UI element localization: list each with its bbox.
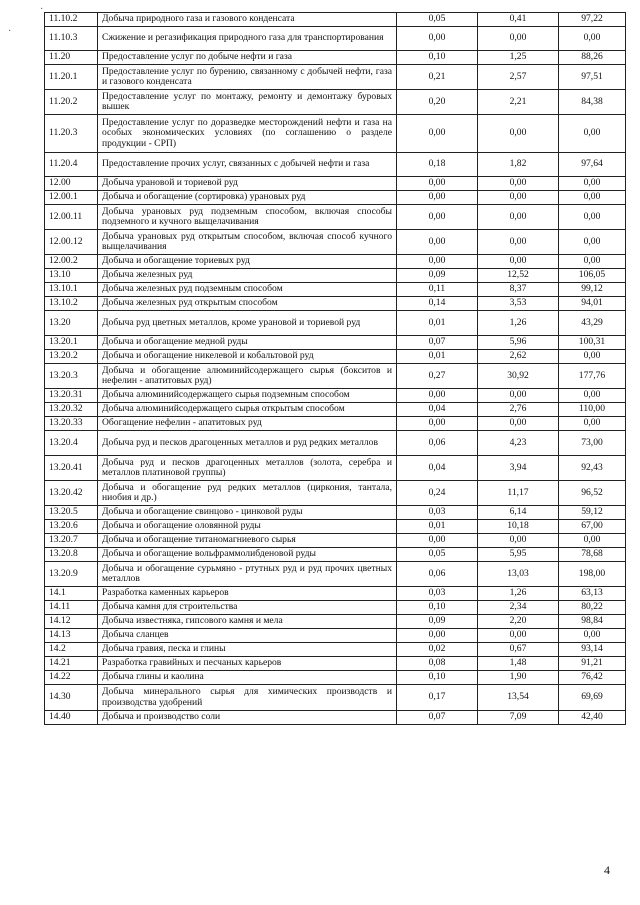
row-code: 12.00.12 bbox=[45, 230, 98, 255]
row-value-1: 0,04 bbox=[397, 456, 478, 481]
table-row bbox=[45, 90, 626, 115]
row-name: Добыча железных руд открытым способом bbox=[98, 297, 397, 311]
row-value-1: 0,04 bbox=[397, 403, 478, 417]
table-row bbox=[45, 205, 626, 230]
row-value-3: 110,00 bbox=[559, 403, 626, 417]
row-value-3: 88,26 bbox=[559, 51, 626, 65]
row-value-1: 0,24 bbox=[397, 481, 478, 506]
row-value-2: 13,54 bbox=[478, 685, 559, 711]
row-name: Добыча урановой и ториевой руд bbox=[98, 177, 397, 191]
table-row bbox=[45, 456, 626, 481]
row-value-1: 0,01 bbox=[397, 350, 478, 364]
row-name: Добыча железных руд подземным способом bbox=[98, 283, 397, 297]
table-row bbox=[45, 643, 626, 657]
scan-speck: · bbox=[8, 26, 12, 37]
row-value-3: 0,00 bbox=[559, 27, 626, 51]
row-name: Добыча руд и песков драгоценных металлов (золота, серебра и металлов платиновой группы) bbox=[98, 456, 397, 481]
row-value-1: 0,18 bbox=[397, 153, 478, 177]
row-value-3: 93,14 bbox=[559, 643, 626, 657]
row-value-1: 0,10 bbox=[397, 51, 478, 65]
row-code: 11.20 bbox=[45, 51, 98, 65]
row-code: 13.20.41 bbox=[45, 456, 98, 481]
table-row bbox=[45, 431, 626, 456]
row-value-2: 1,26 bbox=[478, 587, 559, 601]
row-value-2: 1,48 bbox=[478, 657, 559, 671]
row-code: 11.20.1 bbox=[45, 65, 98, 90]
row-name: Добыча и обогащение (сортировка) урановых руд bbox=[98, 191, 397, 205]
row-value-1: 0,05 bbox=[397, 548, 478, 562]
row-value-2: 11,17 bbox=[478, 481, 559, 506]
row-code: 13.10 bbox=[45, 269, 98, 283]
row-value-2: 5,95 bbox=[478, 548, 559, 562]
row-value-1: 0,11 bbox=[397, 283, 478, 297]
row-name: Разработка гравийных и песчаных карьеров bbox=[98, 657, 397, 671]
row-value-2: 2,57 bbox=[478, 65, 559, 90]
row-value-2: 2,20 bbox=[478, 615, 559, 629]
row-value-3: 0,00 bbox=[559, 191, 626, 205]
row-value-3: 0,00 bbox=[559, 350, 626, 364]
row-name: Разработка каменных карьеров bbox=[98, 587, 397, 601]
row-value-3: 0,00 bbox=[559, 534, 626, 548]
row-value-2: 0,00 bbox=[478, 389, 559, 403]
row-value-3: 97,22 bbox=[559, 13, 626, 27]
table-row bbox=[45, 562, 626, 587]
row-code: 13.20.33 bbox=[45, 417, 98, 431]
table-row bbox=[45, 615, 626, 629]
table-row bbox=[45, 13, 626, 27]
row-value-3: 43,29 bbox=[559, 311, 626, 336]
row-code: 14.30 bbox=[45, 685, 98, 711]
row-name: Добыча и обогащение никелевой и кобальтовой руд bbox=[98, 350, 397, 364]
row-value-2: 0,00 bbox=[478, 205, 559, 230]
row-value-3: 97,51 bbox=[559, 65, 626, 90]
table-row bbox=[45, 685, 626, 711]
row-code: 13.20.9 bbox=[45, 562, 98, 587]
row-code: 13.20.6 bbox=[45, 520, 98, 534]
row-value-1: 0,14 bbox=[397, 297, 478, 311]
row-value-1: 0,09 bbox=[397, 615, 478, 629]
row-value-1: 0,20 bbox=[397, 90, 478, 115]
row-name: Добыча и обогащение вольфраммолибденовой руды bbox=[98, 548, 397, 562]
row-value-1: 0,07 bbox=[397, 336, 478, 350]
table-row bbox=[45, 587, 626, 601]
table-row bbox=[45, 177, 626, 191]
table-row bbox=[45, 191, 626, 205]
row-name: Добыча известняка, гипсового камня и мела bbox=[98, 615, 397, 629]
row-name: Предоставление услуг по бурению, связанному с добычей нефти, газа и газового конденсата bbox=[98, 65, 397, 90]
row-name: Добыча и обогащение алюминийсодержащего сырья (бокситов и нефелин - апатитовых руд) bbox=[98, 364, 397, 389]
row-code: 13.20 bbox=[45, 311, 98, 336]
row-value-3: 100,31 bbox=[559, 336, 626, 350]
row-code: 13.20.5 bbox=[45, 506, 98, 520]
row-value-2: 0,00 bbox=[478, 177, 559, 191]
row-value-1: 0,05 bbox=[397, 13, 478, 27]
row-code: 13.20.2 bbox=[45, 350, 98, 364]
row-value-2: 1,90 bbox=[478, 671, 559, 685]
table-row bbox=[45, 297, 626, 311]
row-code: 11.20.3 bbox=[45, 115, 98, 153]
row-code: 12.00.1 bbox=[45, 191, 98, 205]
row-code: 12.00.2 bbox=[45, 255, 98, 269]
table-row bbox=[45, 629, 626, 643]
row-value-3: 69,69 bbox=[559, 685, 626, 711]
row-code: 14.1 bbox=[45, 587, 98, 601]
row-value-2: 2,21 bbox=[478, 90, 559, 115]
row-value-2: 2,76 bbox=[478, 403, 559, 417]
row-value-2: 0,67 bbox=[478, 643, 559, 657]
row-value-3: 0,00 bbox=[559, 629, 626, 643]
rates-table bbox=[44, 12, 626, 725]
table-row bbox=[45, 671, 626, 685]
row-value-3: 96,52 bbox=[559, 481, 626, 506]
table-row bbox=[45, 255, 626, 269]
row-name: Сжижение и регазификация природного газа для транспортирования bbox=[98, 27, 397, 51]
row-code: 13.20.42 bbox=[45, 481, 98, 506]
row-value-3: 98,84 bbox=[559, 615, 626, 629]
row-name: Добыча и обогащение медной руды bbox=[98, 336, 397, 350]
table-row bbox=[45, 65, 626, 90]
table-row bbox=[45, 283, 626, 297]
row-name: Добыча руд и песков драгоценных металлов и руд редких металлов bbox=[98, 431, 397, 456]
row-value-3: 80,22 bbox=[559, 601, 626, 615]
row-value-3: 0,00 bbox=[559, 177, 626, 191]
table-row bbox=[45, 548, 626, 562]
row-value-3: 0,00 bbox=[559, 230, 626, 255]
row-value-2: 1,25 bbox=[478, 51, 559, 65]
row-code: 14.11 bbox=[45, 601, 98, 615]
table-row bbox=[45, 350, 626, 364]
row-value-1: 0,07 bbox=[397, 711, 478, 725]
row-name: Добыча и обогащение сурьмяно - ртутных руд и руд прочих цветных металлов bbox=[98, 562, 397, 587]
table-row bbox=[45, 711, 626, 725]
page-number: 4 bbox=[604, 863, 610, 877]
row-value-3: 92,43 bbox=[559, 456, 626, 481]
row-code: 14.22 bbox=[45, 671, 98, 685]
row-value-1: 0,00 bbox=[397, 191, 478, 205]
table-row bbox=[45, 51, 626, 65]
row-name: Добыча сланцев bbox=[98, 629, 397, 643]
row-code: 13.20.31 bbox=[45, 389, 98, 403]
table-row bbox=[45, 657, 626, 671]
row-name: Добыча и обогащение руд редких металлов (циркония, тантала, ниобия и др.) bbox=[98, 481, 397, 506]
row-code: 13.20.1 bbox=[45, 336, 98, 350]
row-name: Предоставление прочих услуг, связанных с добычей нефти и газа bbox=[98, 153, 397, 177]
row-value-3: 177,76 bbox=[559, 364, 626, 389]
row-value-3: 78,68 bbox=[559, 548, 626, 562]
table-row bbox=[45, 481, 626, 506]
row-value-3: 0,00 bbox=[559, 389, 626, 403]
row-name: Добыча руд цветных металлов, кроме урановой и ториевой руд bbox=[98, 311, 397, 336]
row-value-1: 0,08 bbox=[397, 657, 478, 671]
row-name: Добыча железных руд bbox=[98, 269, 397, 283]
row-code: 13.10.2 bbox=[45, 297, 98, 311]
row-value-3: 0,00 bbox=[559, 205, 626, 230]
row-value-1: 0,00 bbox=[397, 417, 478, 431]
row-name: Добыча глины и каолина bbox=[98, 671, 397, 685]
row-value-2: 10,18 bbox=[478, 520, 559, 534]
row-name: Добыча и производство соли bbox=[98, 711, 397, 725]
row-value-3: 91,21 bbox=[559, 657, 626, 671]
row-code: 13.20.4 bbox=[45, 431, 98, 456]
row-value-2: 13,03 bbox=[478, 562, 559, 587]
row-name: Предоставление услуг по монтажу, ремонту и демонтажу буровых вышек bbox=[98, 90, 397, 115]
row-name: Добыча урановых руд подземным способом, включая способы подземного и кучного выщелачивания bbox=[98, 205, 397, 230]
row-code: 14.13 bbox=[45, 629, 98, 643]
row-value-3: 198,00 bbox=[559, 562, 626, 587]
row-code: 11.10.3 bbox=[45, 27, 98, 51]
row-value-3: 0,00 bbox=[559, 255, 626, 269]
row-value-2: 2,34 bbox=[478, 601, 559, 615]
row-value-3: 63,13 bbox=[559, 587, 626, 601]
table-row bbox=[45, 336, 626, 350]
row-value-3: 59,12 bbox=[559, 506, 626, 520]
row-value-3: 67,00 bbox=[559, 520, 626, 534]
row-name: Добыча камня для строительства bbox=[98, 601, 397, 615]
table-row bbox=[45, 27, 626, 51]
row-name: Добыча и обогащение оловянной руды bbox=[98, 520, 397, 534]
row-name: Добыча гравия, песка и глины bbox=[98, 643, 397, 657]
row-name: Добыча минерального сырья для химических производств и производства удобрений bbox=[98, 685, 397, 711]
row-code: 13.20.8 bbox=[45, 548, 98, 562]
row-code: 11.10.2 bbox=[45, 13, 98, 27]
row-value-2: 0,00 bbox=[478, 255, 559, 269]
row-value-1: 0,02 bbox=[397, 643, 478, 657]
row-code: 13.10.1 bbox=[45, 283, 98, 297]
row-name: Добыча и обогащение ториевых руд bbox=[98, 255, 397, 269]
row-value-2: 1,82 bbox=[478, 153, 559, 177]
row-value-1: 0,00 bbox=[397, 534, 478, 548]
row-value-2: 0,00 bbox=[478, 629, 559, 643]
row-name: Добыча природного газа и газового конденсата bbox=[98, 13, 397, 27]
row-value-1: 0,10 bbox=[397, 671, 478, 685]
row-value-2: 0,00 bbox=[478, 534, 559, 548]
row-value-1: 0,06 bbox=[397, 562, 478, 587]
row-value-3: 0,00 bbox=[559, 417, 626, 431]
row-name: Предоставление услуг по доразведке месторождений нефти и газа на особых экономических условиях (по соглашению о разделе продукции - СРП) bbox=[98, 115, 397, 153]
row-value-3: 94,01 bbox=[559, 297, 626, 311]
table-row bbox=[45, 364, 626, 389]
row-value-1: 0,17 bbox=[397, 685, 478, 711]
row-value-2: 12,52 bbox=[478, 269, 559, 283]
row-name: Добыча и обогащение свинцово - цинковой руды bbox=[98, 506, 397, 520]
row-value-3: 99,12 bbox=[559, 283, 626, 297]
table-row bbox=[45, 230, 626, 255]
row-value-3: 42,40 bbox=[559, 711, 626, 725]
table-row bbox=[45, 520, 626, 534]
row-value-1: 0,01 bbox=[397, 520, 478, 534]
table-row bbox=[45, 417, 626, 431]
row-value-3: 97,64 bbox=[559, 153, 626, 177]
row-value-1: 0,00 bbox=[397, 389, 478, 403]
row-value-3: 106,05 bbox=[559, 269, 626, 283]
row-value-2: 5,96 bbox=[478, 336, 559, 350]
row-value-2: 3,53 bbox=[478, 297, 559, 311]
row-name: Добыча алюминийсодержащего сырья открытым способом bbox=[98, 403, 397, 417]
row-name: Добыча алюминийсодержащего сырья подземным способом bbox=[98, 389, 397, 403]
row-value-2: 4,23 bbox=[478, 431, 559, 456]
table-row bbox=[45, 403, 626, 417]
row-value-2: 6,14 bbox=[478, 506, 559, 520]
row-value-1: 0,03 bbox=[397, 587, 478, 601]
row-code: 13.20.32 bbox=[45, 403, 98, 417]
scan-speck: · bbox=[40, 4, 44, 15]
row-value-2: 1,26 bbox=[478, 311, 559, 336]
table-row bbox=[45, 115, 626, 153]
table-row bbox=[45, 311, 626, 336]
row-value-2: 30,92 bbox=[478, 364, 559, 389]
row-code: 13.20.3 bbox=[45, 364, 98, 389]
row-code: 13.20.7 bbox=[45, 534, 98, 548]
table-row bbox=[45, 506, 626, 520]
row-value-2: 3,94 bbox=[478, 456, 559, 481]
row-value-1: 0,00 bbox=[397, 255, 478, 269]
row-value-2: 0,00 bbox=[478, 27, 559, 51]
table-row bbox=[45, 153, 626, 177]
row-value-1: 0,21 bbox=[397, 65, 478, 90]
row-value-2: 2,62 bbox=[478, 350, 559, 364]
row-value-2: 0,00 bbox=[478, 230, 559, 255]
row-code: 11.20.2 bbox=[45, 90, 98, 115]
row-value-1: 0,01 bbox=[397, 311, 478, 336]
row-code: 11.20.4 bbox=[45, 153, 98, 177]
row-value-1: 0,06 bbox=[397, 431, 478, 456]
rates-table-body bbox=[45, 13, 626, 725]
row-value-2: 8,37 bbox=[478, 283, 559, 297]
row-name: Добыча урановых руд открытым способом, включая способ кучного выщелачивания bbox=[98, 230, 397, 255]
row-value-3: 76,42 bbox=[559, 671, 626, 685]
table-row bbox=[45, 389, 626, 403]
row-code: 14.12 bbox=[45, 615, 98, 629]
row-code: 14.21 bbox=[45, 657, 98, 671]
row-value-3: 0,00 bbox=[559, 115, 626, 153]
row-value-1: 0,00 bbox=[397, 205, 478, 230]
table-row bbox=[45, 601, 626, 615]
row-code: 12.00.11 bbox=[45, 205, 98, 230]
row-value-1: 0,00 bbox=[397, 27, 478, 51]
row-name: Добыча и обогащение титаномагниевого сырья bbox=[98, 534, 397, 548]
row-value-1: 0,03 bbox=[397, 506, 478, 520]
row-code: 14.40 bbox=[45, 711, 98, 725]
row-value-1: 0,27 bbox=[397, 364, 478, 389]
row-value-1: 0,00 bbox=[397, 115, 478, 153]
table-row bbox=[45, 269, 626, 283]
row-value-1: 0,09 bbox=[397, 269, 478, 283]
row-value-2: 0,00 bbox=[478, 417, 559, 431]
row-code: 12.00 bbox=[45, 177, 98, 191]
row-value-3: 84,38 bbox=[559, 90, 626, 115]
row-value-3: 73,00 bbox=[559, 431, 626, 456]
row-code: 14.2 bbox=[45, 643, 98, 657]
row-value-1: 0,10 bbox=[397, 601, 478, 615]
row-name: Обогащение нефелин - апатитовых руд bbox=[98, 417, 397, 431]
row-value-2: 0,00 bbox=[478, 191, 559, 205]
row-value-2: 7,09 bbox=[478, 711, 559, 725]
row-value-1: 0,00 bbox=[397, 629, 478, 643]
row-value-1: 0,00 bbox=[397, 177, 478, 191]
row-value-1: 0,00 bbox=[397, 230, 478, 255]
table-row bbox=[45, 534, 626, 548]
row-value-2: 0,41 bbox=[478, 13, 559, 27]
row-name: Предоставление услуг по добыче нефти и газа bbox=[98, 51, 397, 65]
row-value-2: 0,00 bbox=[478, 115, 559, 153]
